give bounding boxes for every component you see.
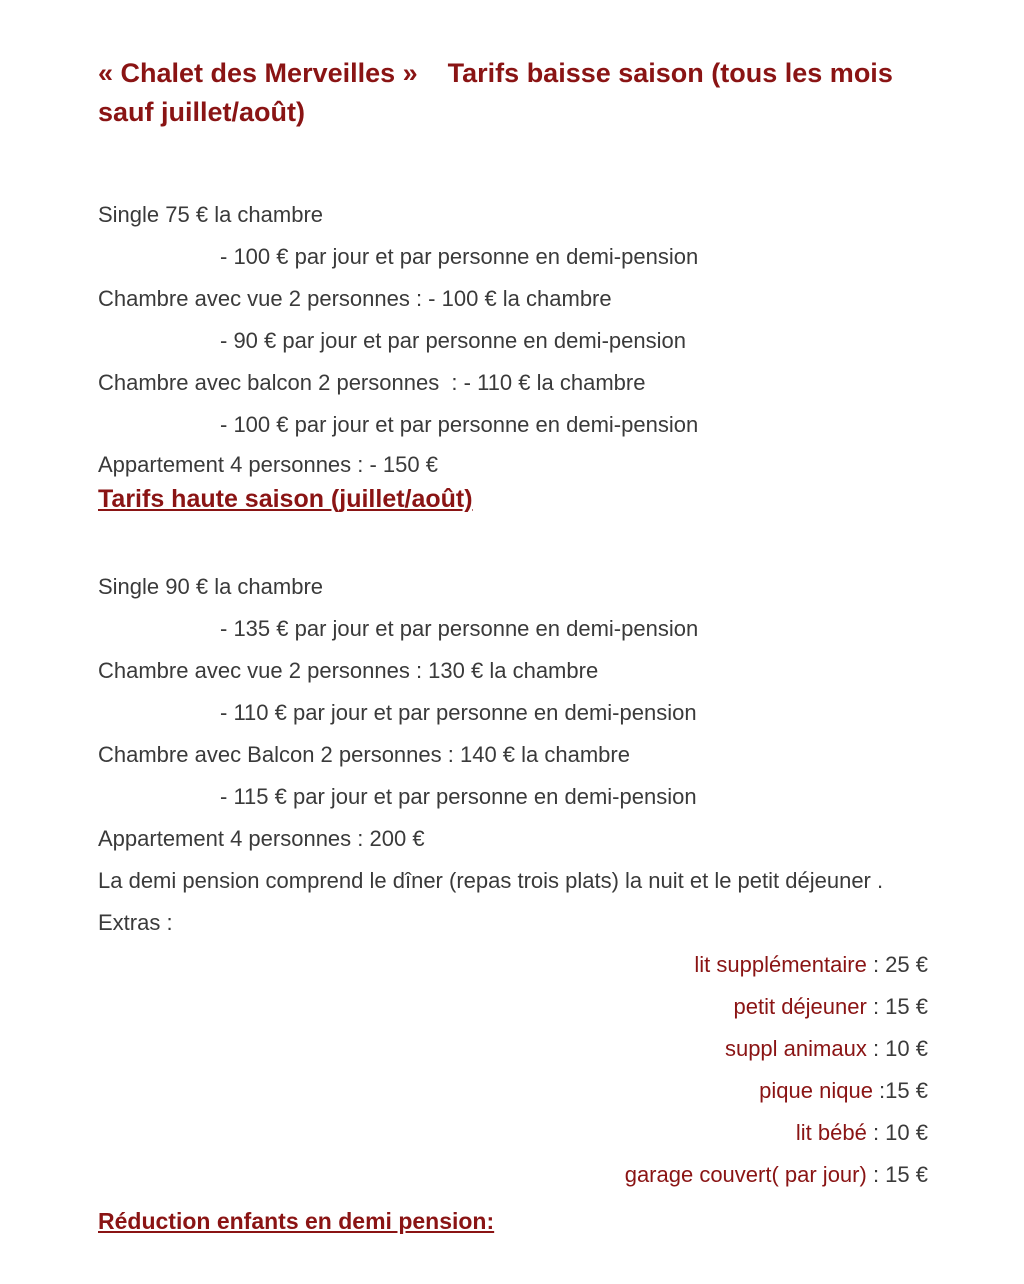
- extras-list: [98, 944, 928, 1196]
- rate-line: - 135 € par jour et par personne en demi-pension: [220, 616, 699, 641]
- rate-line: - 100 € par jour et par personne en demi-pension: [220, 412, 699, 437]
- high-season-heading: Tarifs haute saison (juillet/août): [98, 485, 473, 513]
- document-page: [98, 54, 928, 1236]
- extra-price: 15 €: [885, 994, 928, 1019]
- extra-separator: :: [866, 1120, 886, 1145]
- extra-item-breakfast: [98, 986, 928, 1028]
- rate-line: Chambre avec balcon 2 personnes : - 110 € la chambre: [98, 370, 646, 395]
- extra-price: 15 €: [885, 1162, 928, 1187]
- rate-line: - 115 € par jour et par personne en demi-pension: [220, 784, 697, 809]
- extra-name: suppl animaux: [724, 1036, 867, 1061]
- extras-label: Extras :: [98, 910, 173, 935]
- low-season-rates: [98, 194, 928, 484]
- extra-name: garage couvert( par jour): [624, 1162, 867, 1187]
- title-low-season: Tarifs baisse saison (tous les mois sauf juillet/août): [98, 58, 893, 127]
- rate-line: Chambre avec vue 2 personnes : - 100 € la chambre: [98, 286, 612, 311]
- extra-item-pets: [98, 1028, 928, 1070]
- extra-price: 10 €: [885, 1036, 928, 1061]
- extra-price: 25 €: [885, 952, 928, 977]
- extra-price: 10 €: [885, 1120, 928, 1145]
- half-board-note: La demi pension comprend le dîner (repas trois plats) la nuit et le petit déjeuner .: [98, 868, 884, 893]
- rate-line: Appartement 4 personnes : - 150 €: [98, 452, 438, 477]
- rate-line: - 110 € par jour et par personne en demi-pension: [220, 700, 697, 725]
- extra-item-picnic: [98, 1070, 928, 1112]
- extra-separator: :: [866, 1162, 886, 1187]
- rate-line: Single 75 € la chambre: [98, 202, 324, 227]
- extra-separator: :: [866, 1036, 886, 1061]
- extra-name: lit bébé: [795, 1120, 867, 1145]
- rate-line: Single 90 € la chambre: [98, 574, 324, 599]
- extra-item-baby-bed: [98, 1112, 928, 1154]
- extra-name: petit déjeuner: [733, 994, 867, 1019]
- rate-line: - 100 € par jour et par personne en demi-pension: [220, 244, 699, 269]
- rate-line: Chambre avec Balcon 2 personnes : 140 € la chambre: [98, 742, 630, 767]
- extra-item-garage: [98, 1154, 928, 1196]
- extra-separator: :: [866, 952, 886, 977]
- extra-price: 15 €: [885, 1078, 928, 1103]
- rate-line: Chambre avec vue 2 personnes : 130 € la chambre: [98, 658, 599, 683]
- extra-name: pique nique: [759, 1078, 873, 1103]
- rate-line: - 90 € par jour et par personne en demi-pension: [220, 328, 686, 353]
- extra-name: lit supplémentaire: [694, 952, 867, 977]
- extra-separator: :: [872, 1078, 886, 1103]
- rate-line: Appartement 4 personnes : 200 €: [98, 826, 425, 851]
- title-chalet-name: « Chalet des Merveilles »: [98, 58, 418, 88]
- page-title: [98, 54, 928, 132]
- extra-separator: :: [866, 994, 886, 1019]
- high-season-rates: [98, 566, 928, 944]
- extra-item-extra-bed: [98, 944, 928, 986]
- children-discount-heading: Réduction enfants en demi pension:: [98, 1208, 495, 1234]
